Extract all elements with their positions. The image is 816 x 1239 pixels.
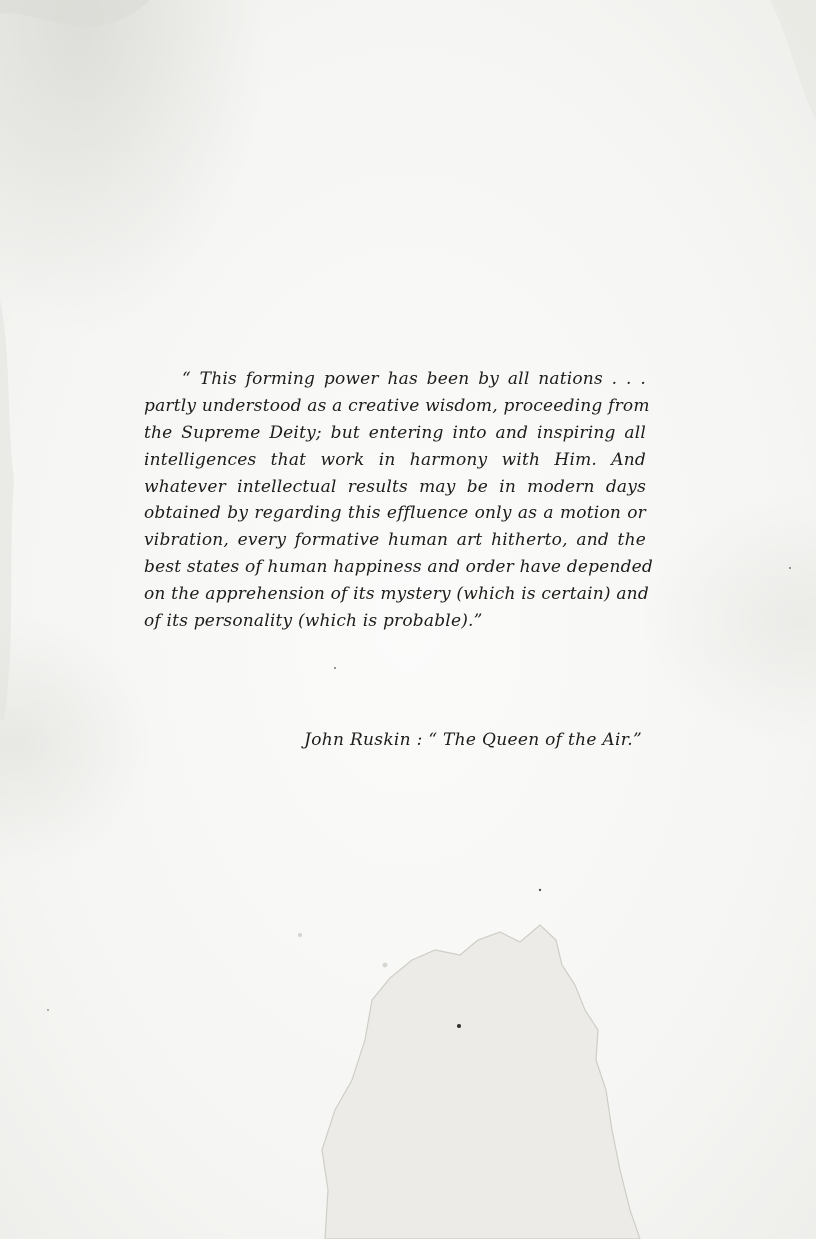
quote-attribution: John Ruskin : “ The Queen of the Air.” [304,730,642,750]
quote-line: of its personality (which is probable).” [144,611,483,632]
quote-line: “ This forming power has been by all nations . . . [182,369,646,389]
quote-line: best states of human happiness and order have depended [144,557,654,578]
quote-line: partly understood as a creative wisdom, proceeding from [144,395,650,416]
quote-text [144,366,654,635]
quote-line: the Supreme Deity; but entering into and inspiring all [144,422,646,443]
quote-line: on the apprehension of its mystery (which is certain) and [144,584,649,605]
quote-line: obtained by regarding this effluence only as a motion or [144,503,646,524]
quote-line: vibration, every formative human art hitherto, and the [144,530,646,551]
quote-line: whatever intellectual results may be in modern days [144,476,646,497]
quote-line: intelligences that work in harmony with Him. And [144,449,646,470]
